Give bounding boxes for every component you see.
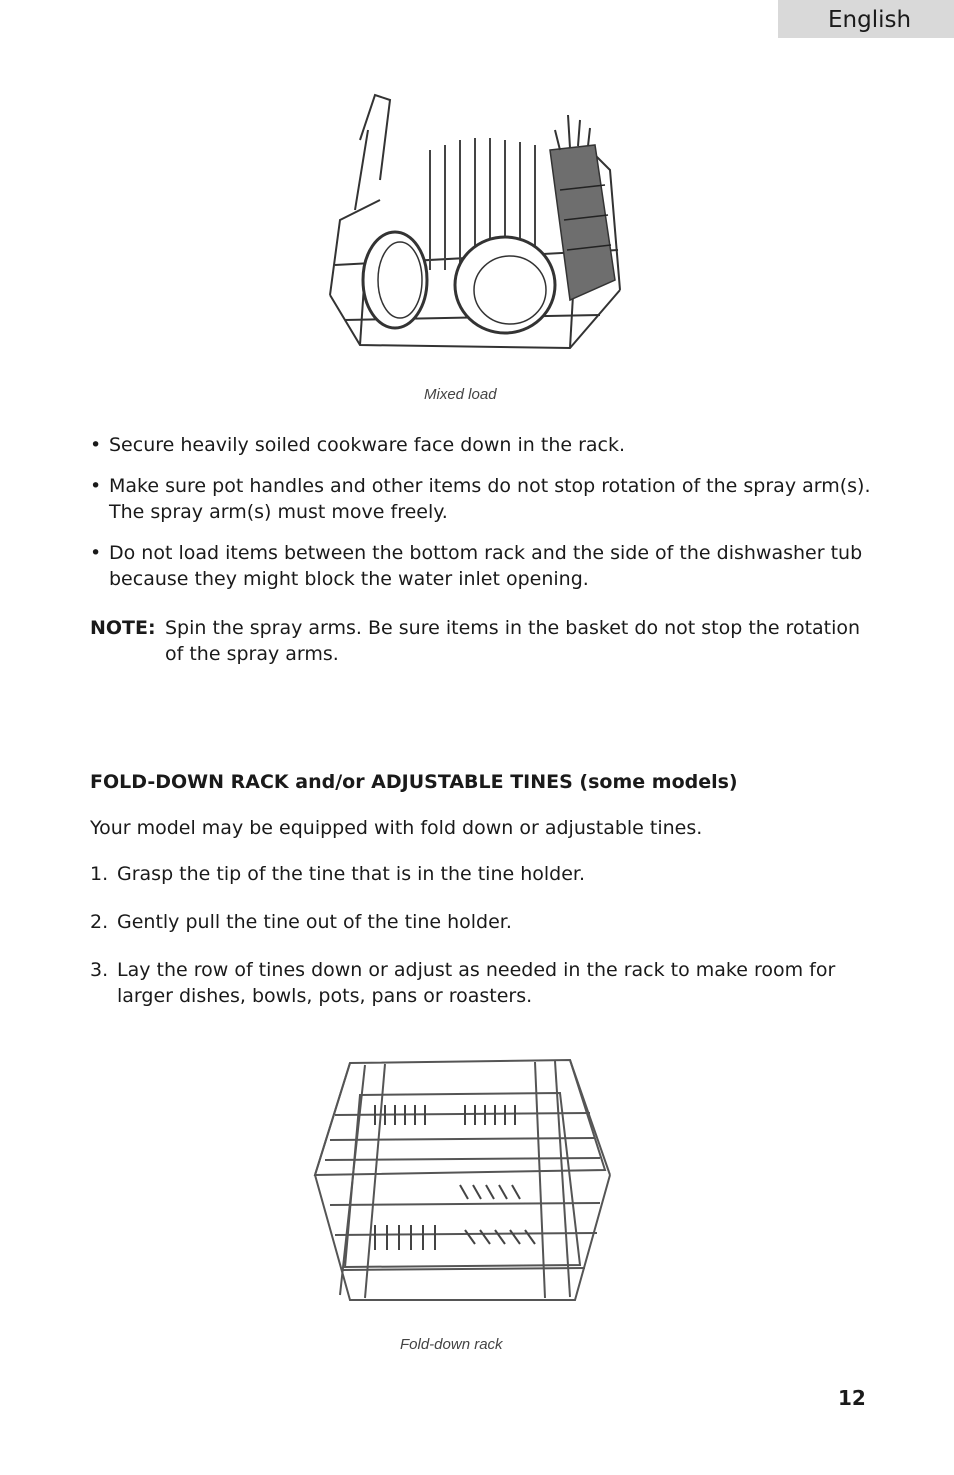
note-block	[90, 615, 880, 667]
bullet-item	[90, 473, 880, 525]
step-text: Gently pull the tine out of the tine holder.	[117, 911, 512, 933]
note-label: NOTE:	[90, 617, 156, 639]
step-number: 1.	[90, 863, 109, 885]
figure-caption-mixed-load: Mixed load	[424, 386, 497, 403]
step-number: 2.	[90, 911, 109, 933]
note-text: Spin the spray arms. Be sure items in the basket do not stop the rotation of the spray arms.	[165, 617, 861, 665]
step-number: 3.	[90, 959, 109, 981]
bullet-item	[90, 540, 880, 592]
step-item	[90, 861, 880, 887]
bullet-dot: •	[90, 542, 102, 564]
step-text: Grasp the tip of the tine that is in the tine holder.	[117, 863, 586, 885]
figure-caption-fold-down-rack: Fold-down rack	[400, 1336, 503, 1353]
language-tab: English	[778, 0, 954, 38]
page-number: 12	[838, 1386, 866, 1410]
fold-down-rack-illustration	[305, 1055, 620, 1315]
mixed-load-illustration	[320, 90, 640, 360]
bullet-dot: •	[90, 475, 102, 497]
bullet-text: Do not load items between the bottom rack and the side of the dishwasher tub because they might block the water inlet opening.	[109, 542, 863, 590]
step-item	[90, 909, 880, 935]
bullet-item	[90, 432, 880, 458]
step-item	[90, 957, 880, 1009]
bullet-text: Make sure pot handles and other items do not stop rotation of the spray arm(s). The spray arm(s) must move freely.	[109, 475, 871, 523]
bullet-dot: •	[90, 434, 102, 456]
bullet-text: Secure heavily soiled cookware face down in the rack.	[109, 434, 626, 456]
section-heading: FOLD-DOWN RACK and/or ADJUSTABLE TINES (some models)	[90, 771, 738, 793]
step-text: Lay the row of tines down or adjust as needed in the rack to make room for larger dishes, bowls, pots, pans or roasters.	[117, 959, 836, 1007]
section-intro: Your model may be equipped with fold down or adjustable tines.	[90, 817, 703, 839]
